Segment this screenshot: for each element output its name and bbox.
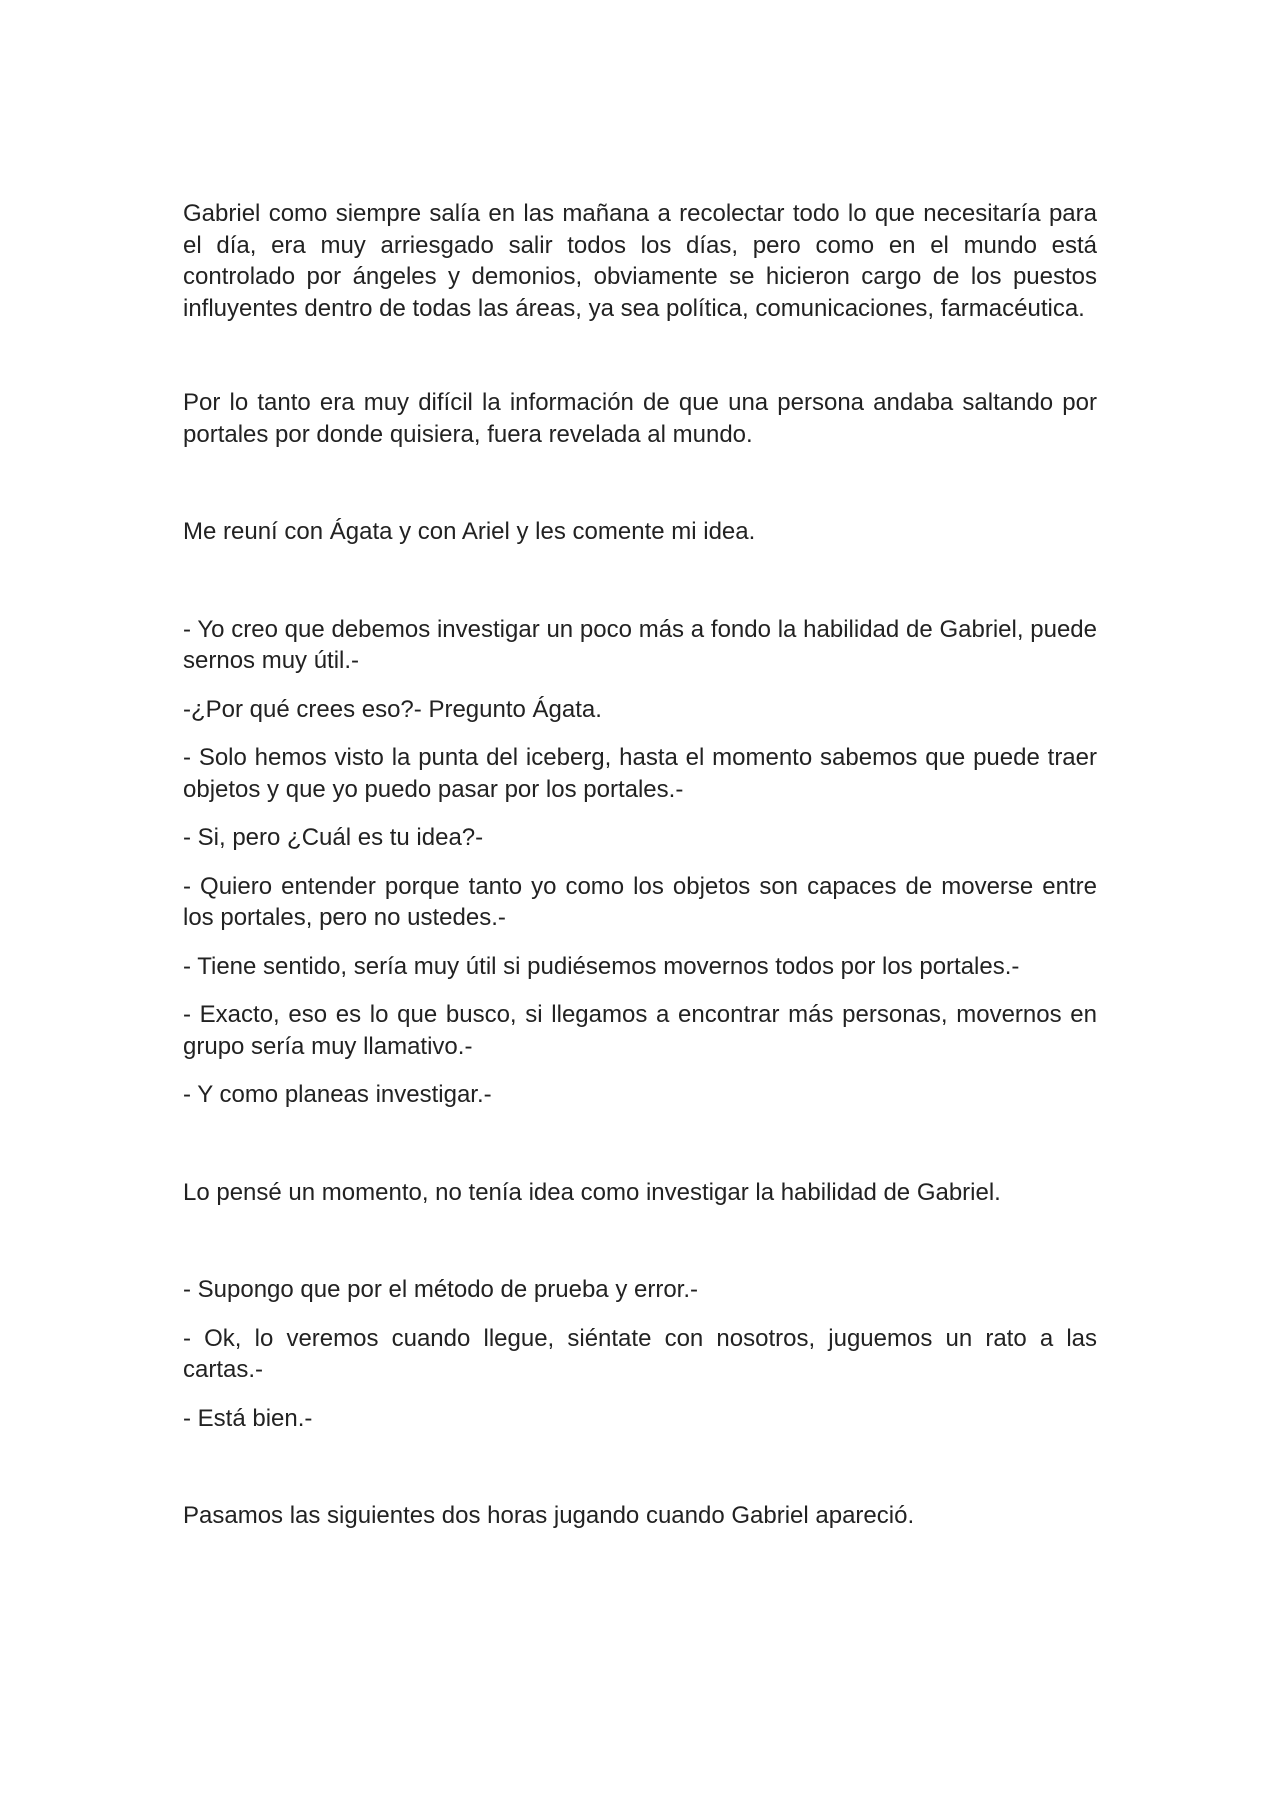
- dialogue-line: - Tiene sentido, sería muy útil si pudiésemos movernos todos por los portales.-: [183, 952, 1020, 980]
- dialogue-line: - Ok, lo veremos cuando llegue, siéntate con nosotros, juguemos un rato a las cartas.-: [183, 1324, 1097, 1383]
- dialogue-line: - Si, pero ¿Cuál es tu idea?-: [183, 824, 484, 851]
- paragraph-thinking: Lo pensé un momento, no tenía idea como investigar la habilidad de Gabriel.: [183, 1178, 1001, 1206]
- paragraph-gabriel-routine: Gabriel como siempre salía en las mañana a recolectar todo lo que necesitaría para el día, era muy arriesgado salir todos los días, pero como en el mundo está controlado por ángeles y demonios, obviamente se hicieron cargo de los puestos influyentes dentro de todas las áreas, ya sea política, comunicaciones, farmacéutica.: [183, 200, 1097, 322]
- dialogue-line: -¿Por qué crees eso?- Pregunto Ágata.: [183, 695, 602, 723]
- dialogue-line: - Supongo que por el método de prueba y error.-: [183, 1276, 698, 1303]
- paragraph-meeting: Me reuní con Ágata y con Ariel y les comente mi idea.: [183, 518, 756, 545]
- paragraph-gabriel-appeared: Pasamos las siguientes dos horas jugando cuando Gabriel apareció.: [183, 1502, 915, 1529]
- dialogue-line: - Y como planeas investigar.-: [183, 1081, 492, 1108]
- dialogue-line: - Solo hemos visto la punta del iceberg, hasta el momento sabemos que puede traer objetos y que yo puedo pasar por los portales.-: [183, 744, 1097, 803]
- dialogue-line: - Quiero entender porque tanto yo como los objetos son capaces de moverse entre los portales, pero no ustedes.-: [183, 872, 1097, 931]
- dialogue-line: - Yo creo que debemos investigar un poco más a fondo la habilidad de Gabriel, puede sernos muy útil.-: [183, 615, 1097, 674]
- document-body: [183, 198, 1097, 1532]
- paragraph-information-difficult: Por lo tanto era muy difícil la información de que una persona andaba saltando por portales por donde quisiera, fuera revelada al mundo.: [183, 389, 1097, 448]
- dialogue-line: - Está bien.-: [183, 1404, 313, 1432]
- dialogue-line: - Exacto, eso es lo que busco, si llegamos a encontrar más personas, movernos en grupo sería muy llamativo.-: [183, 1001, 1097, 1060]
